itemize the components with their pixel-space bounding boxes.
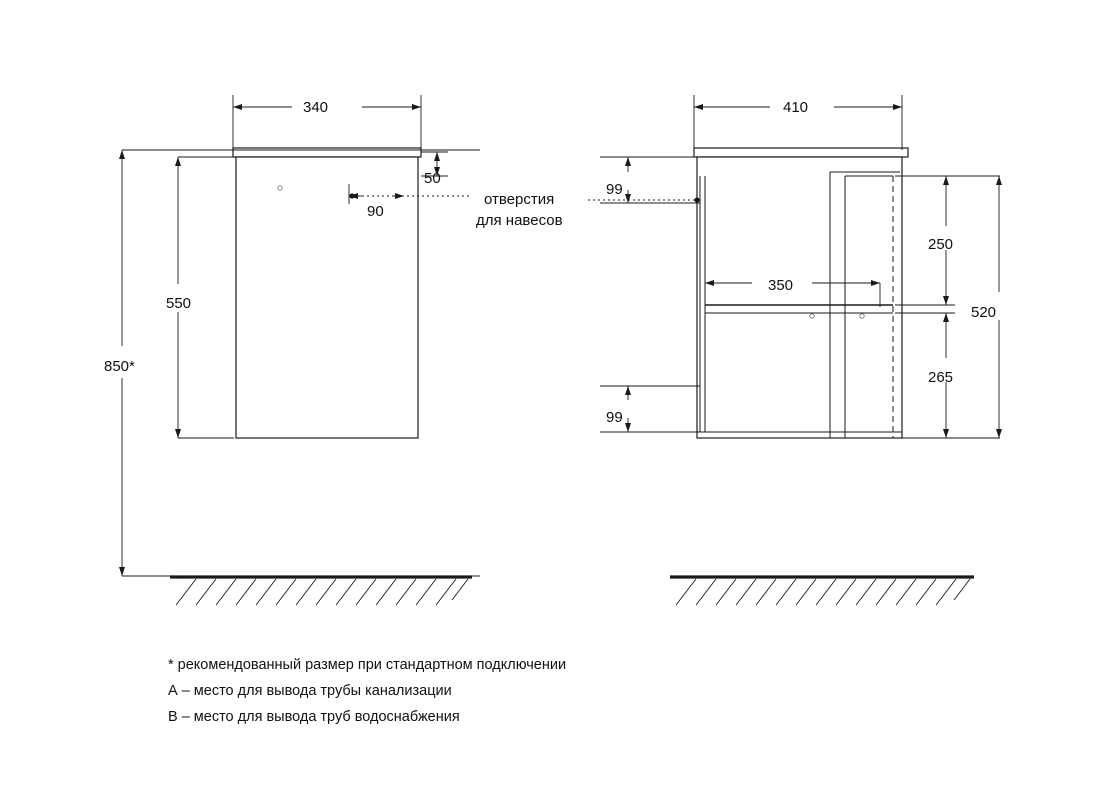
footnote-2: А – место для вывода трубы канализации bbox=[168, 683, 452, 699]
front-view-geometry bbox=[233, 148, 421, 438]
side-view-geometry bbox=[694, 148, 908, 438]
side-floor bbox=[670, 577, 974, 605]
footnote-3: В – место для вывода труб водоснабжения bbox=[168, 709, 460, 725]
callout-mount-holes-line1: отверстия bbox=[484, 191, 555, 208]
dim-front-top-thickness: 50 bbox=[424, 170, 441, 187]
dim-front-width: 340 bbox=[303, 99, 329, 116]
callout-mount-holes-line2: для навесов bbox=[476, 212, 563, 229]
dim-side-depth: 410 bbox=[783, 99, 809, 116]
dim-front-body-height: 550 bbox=[166, 295, 192, 312]
dim-side-lower-section: 265 bbox=[928, 369, 954, 386]
dim-side-bottom-offset: 99 bbox=[606, 409, 623, 426]
dim-side-body-height: 520 bbox=[971, 304, 997, 321]
dim-side-upper-section: 250 bbox=[928, 236, 954, 253]
dim-side-top-offset: 99 bbox=[606, 181, 623, 198]
dim-front-hole-offset: 90 bbox=[367, 203, 384, 220]
footnotes bbox=[168, 652, 566, 730]
footnote-1: * рекомендованный размер при стандартном подключении bbox=[168, 657, 567, 673]
dim-side-shelf-depth: 350 bbox=[768, 277, 794, 294]
dim-front-total-height: 850* bbox=[104, 358, 135, 375]
front-floor bbox=[170, 577, 472, 605]
